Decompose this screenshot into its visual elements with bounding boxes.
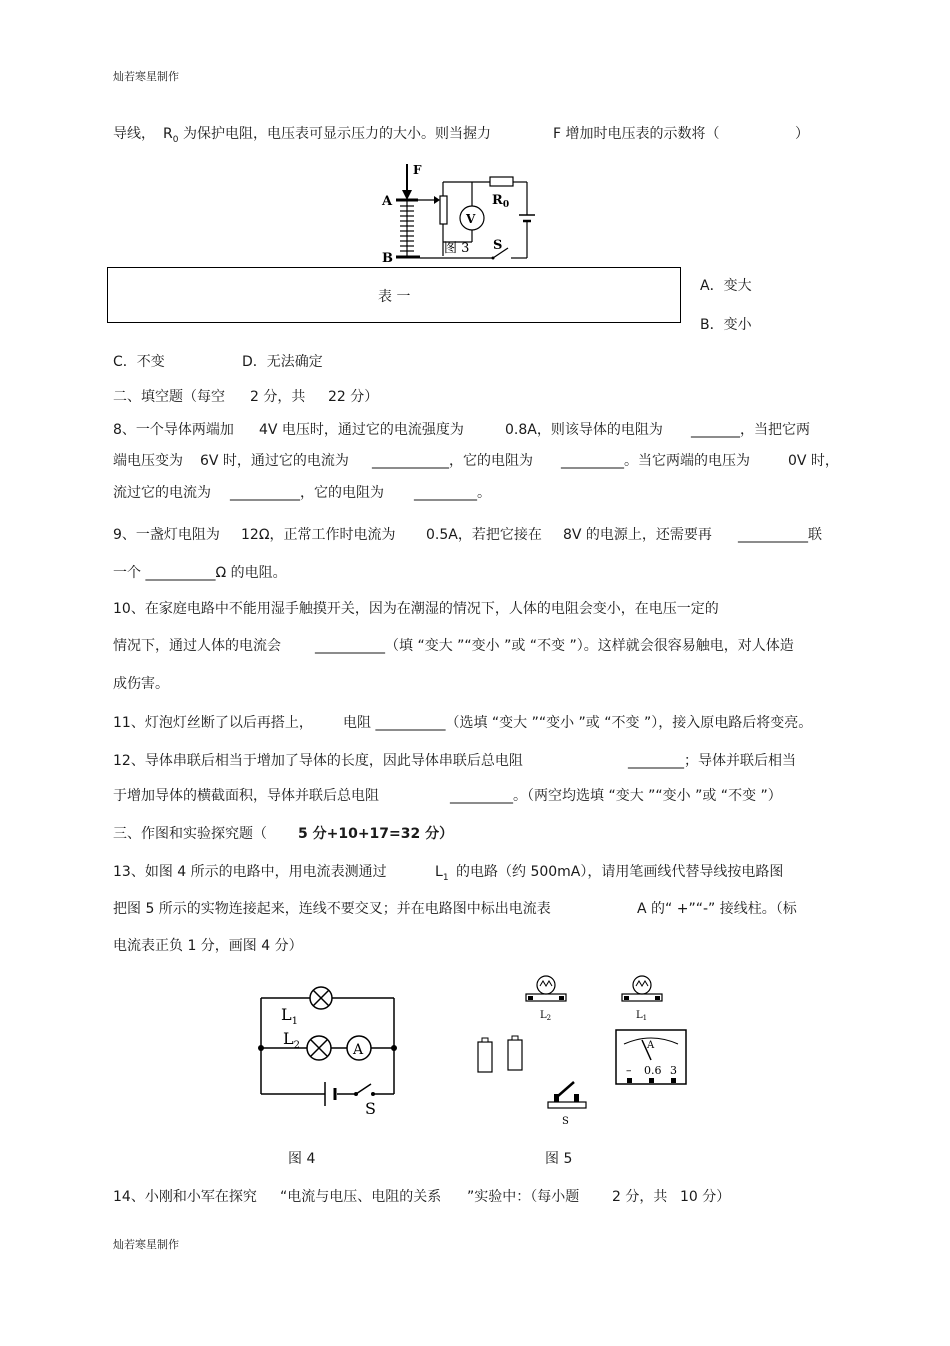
q9-l2: 一个 __________Ω 的电阻。 <box>113 565 287 581</box>
q11-l1a: 11、灯泡灯丝断了以后再搭上， <box>113 715 313 731</box>
figure-3-grip-circuit <box>360 160 560 270</box>
footer-maker: 灿若寒星制作 <box>113 1238 179 1251</box>
fig5-caption: 图 5 <box>545 1151 573 1167</box>
fig4-label-A: A <box>353 1042 364 1058</box>
q12-l1a: 12、导体串联后相当于增加了导体的长度，因此导体串联后总电阻 <box>113 753 523 769</box>
fig4-label-L2: $L_2$ <box>283 1029 300 1051</box>
fig3-label-V: V <box>466 212 476 226</box>
q7-option-d: D．无法确定 <box>242 354 323 370</box>
section3-title-b: 5 分+10+17=32 分） <box>298 826 454 842</box>
q7-stem-c: F 增加时电压表的示数将（ <box>553 126 720 142</box>
resistor-r0-icon <box>490 177 513 186</box>
fig3-caption: 图 3 <box>444 241 470 256</box>
q10-l1: 10、在家庭电路中不能用湿手触摸开关，因为在潮湿的情况下，人体的电阻会变小，在电压一定的 <box>113 601 719 617</box>
q7-r0: $R_0$ <box>163 126 179 145</box>
q9-l1d: 8V 的电源上，还需要再 <box>563 527 712 543</box>
section2-title-b: 2 分，共 <box>250 389 306 405</box>
battery-cells-icon <box>478 1036 522 1072</box>
q8-l3c: _________。 <box>414 485 491 501</box>
q8-l3a: 流过它的电流为 <box>113 485 211 501</box>
q10-l3: 成伤害。 <box>113 676 169 692</box>
knife-switch-icon <box>548 1082 586 1108</box>
fig4-caption: 图 4 <box>288 1151 316 1167</box>
fig5-label-S: S <box>562 1116 569 1127</box>
q14-l1a: 14、小刚和小军在探究 <box>113 1189 257 1205</box>
q8-l3b: __________，它的电阻为 <box>230 485 384 501</box>
section2-title-a: 二、填空题（每空 <box>113 389 225 405</box>
q14-l1e: 10 分） <box>680 1189 731 1205</box>
figure-4-circuit <box>255 990 405 1120</box>
fig5-label-06: 0.6 <box>644 1064 662 1077</box>
bulb-l2-icon <box>526 976 566 1001</box>
q8-l1a: 8、一个导体两端加 <box>113 422 234 438</box>
q9-l1a: 9、一盏灯电阻为 <box>113 527 220 543</box>
q13-l2a: 把图 5 所示的实物连接起来，连线不要交叉；并在电路图中标出电流表 <box>113 901 551 917</box>
switch-icon <box>354 1084 375 1096</box>
header-maker: 灿若寒星制作 <box>113 70 179 83</box>
table-one-caption: 表 一 <box>378 289 411 305</box>
q9-l1c: 0.5A，若把它接在 <box>426 527 542 543</box>
q8-l2e: 0V 时， <box>788 453 839 469</box>
fig3-label-R0: $R_0$ <box>492 193 510 210</box>
fig3-label-A: A <box>382 194 393 209</box>
fig4-label-L1: $L_1$ <box>281 1005 298 1027</box>
q12-l1b: ________；导体并联后相当 <box>628 753 796 769</box>
q12-l2a: 于增加导体的横截面积，导体并联后总电阻 <box>113 788 379 804</box>
q9-l1e: __________联 <box>738 527 822 543</box>
q14-l1d: 2 分，共 <box>612 1189 668 1205</box>
lamp-l1-icon <box>310 987 332 1009</box>
q10-l2b: __________（填 “变大 ”“变小 ”或 “不变 ”）。这样就会很容易触电，对人体造 <box>315 638 794 654</box>
battery-icon <box>325 1082 335 1106</box>
bulb-l1-icon <box>622 976 662 1001</box>
q8-l1c: 0.8A，则该导体的电阻为 <box>505 422 663 438</box>
section3-title-a: 三、作图和实验探究题（ <box>113 826 267 842</box>
q14-l1c: ”实验中：（每小题 <box>467 1189 580 1205</box>
q11-l1b: 电阻 __________（选填 “变大 ”“变小 ”或 “不变 ”），接入原电路后将变亮。 <box>343 715 813 731</box>
q8-l1d: _______，当把它两 <box>691 422 810 438</box>
q14-l1b: “电流与电压、电阻的关系 <box>280 1189 442 1205</box>
fig5-label-minus: – <box>626 1064 632 1077</box>
lamp-l2-icon <box>307 1036 331 1060</box>
q13-l1c: 的电路（约 500mA），请用笔画线代替导线按电路图 <box>456 864 784 880</box>
figure-5-components <box>470 970 700 1135</box>
q12-l2b: _________。（两空均选填 “变大 ”“变小 ”或 “不变 ”） <box>450 788 782 804</box>
q8-l1b: 4V 电压时，通过它的电流强度为 <box>259 422 464 438</box>
q8-l2d: _________。当它两端的电压为 <box>561 453 750 469</box>
q8-l2c: ___________，它的电阻为 <box>372 453 533 469</box>
q9-l1b: 12Ω，正常工作时电流为 <box>241 527 396 543</box>
fig3-label-F: F <box>413 163 422 177</box>
q7-option-b: B．变小 <box>700 317 752 333</box>
q8-l2b: 6V 时，通过它的电流为 <box>200 453 349 469</box>
q7-stem-d: ） <box>795 126 809 142</box>
fig5-label-L2: $L_2$ <box>540 1010 552 1022</box>
fig5-label-A: A <box>647 1040 655 1051</box>
section2-title-c: 22 分） <box>328 389 379 405</box>
fig5-label-3: 3 <box>670 1064 677 1077</box>
q13-l1b: $L_1$ <box>435 864 449 883</box>
q8-l2a: 端电压变为 <box>113 453 183 469</box>
q7-option-c: C．不变 <box>113 354 165 370</box>
fig3-label-B: B <box>382 251 393 266</box>
fig5-label-L1: $L_1$ <box>636 1010 648 1022</box>
q13-l3: 电流表正负 1 分，画图 4 分） <box>113 938 303 954</box>
q7-stem-a: 导线， <box>113 126 155 142</box>
fig3-label-S: S <box>493 238 503 253</box>
q13-l1a: 13、如图 4 所示的电路中，用电流表测通过 <box>113 864 387 880</box>
q10-l2a: 情况下，通过人体的电流会 <box>113 638 281 654</box>
rheostat-icon <box>440 196 447 224</box>
spring-icon <box>400 200 414 256</box>
fig4-label-S: S <box>365 1099 376 1118</box>
q7-stem-b: 为保护电阻，电压表可显示压力的大小。则当握力 <box>183 126 491 142</box>
q7-option-a: A．变大 <box>700 278 752 294</box>
q13-l2b: A 的“ +”“-” 接线柱。（标 <box>637 901 797 917</box>
